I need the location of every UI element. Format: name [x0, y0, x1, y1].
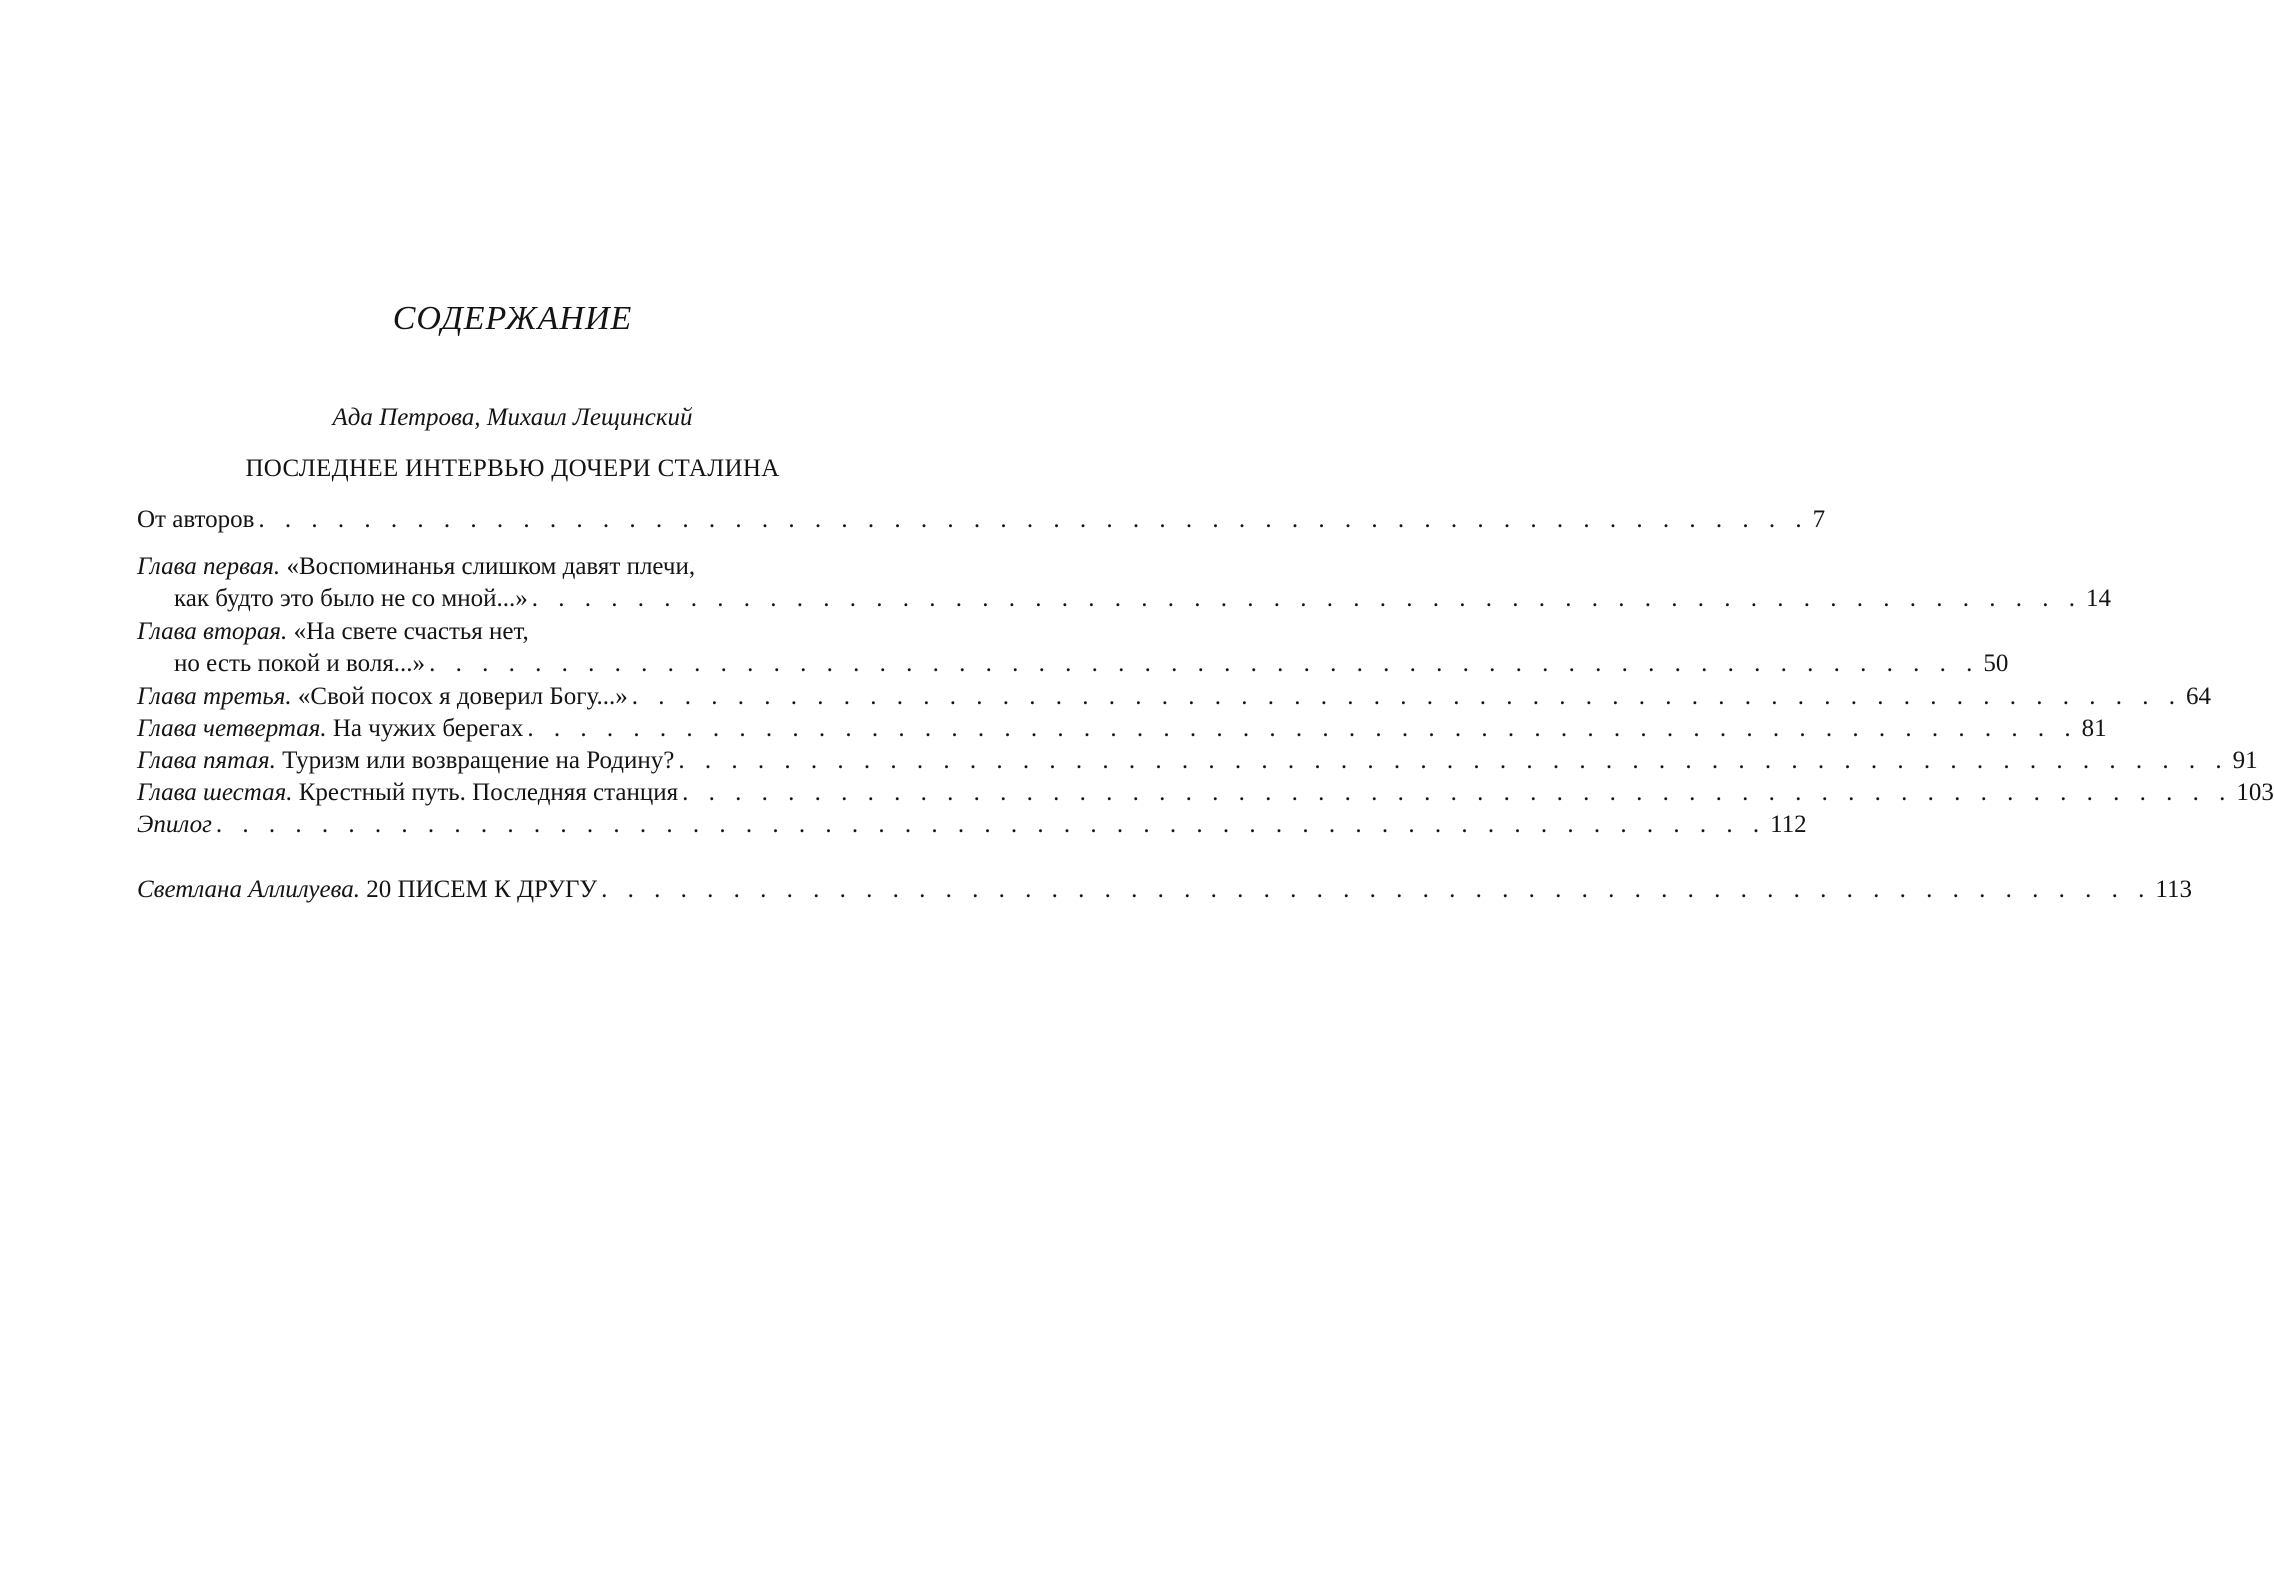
authors-line: Ада Петрова, Михаил Лещинский: [332, 404, 693, 431]
toc-page-number: 50: [1983, 650, 2009, 677]
chapter-prefix: Глава шестая.: [137, 779, 293, 806]
toc-entry-label: От авторов: [137, 506, 255, 533]
dot-leader: . . . . . . . . . . . . . . . . . . . . . . . . . . . . . . . . . . . . . . . . . . . . . . . . . . . . . . . . . . .: [258, 506, 1809, 533]
chapter-prefix: Глава первая.: [137, 553, 281, 580]
chapter-title: На чужих берегах: [332, 715, 524, 742]
toc-entry-chapter-6: [137, 777, 2274, 809]
dot-leader: . . . . . . . . . . . . . . . . . . . . . . . . . . . . . . . . . . . . . . . . . . . . . . . . . . . . . . . . . . .: [531, 585, 2082, 612]
toc-page-number: 64: [2186, 683, 2212, 710]
dot-leader: . . . . . . . . . . . . . . . . . . . . . . . . . . . . . . . . . . . . . . . . . . . . . . . . . . . . . . . . . . .: [215, 811, 1767, 838]
chapter-title: «Свой посох я доверил Богу...»: [297, 683, 628, 710]
toc-entry-from-authors: [137, 504, 1826, 536]
chapter-title-line-2: как будто это было не со мной...»: [174, 585, 528, 612]
dot-leader: . . . . . . . . . . . . . . . . . . . . . . . . . . . . . . . . . . . . . . . . . . . . . . . . . . . . . . . . . . .: [601, 876, 2152, 903]
chapter-prefix: Глава пятая.: [137, 747, 276, 774]
toc-entry-letters: [137, 874, 2192, 906]
dot-leader: . . . . . . . . . . . . . . . . . . . . . . . . . . . . . . . . . . . . . . . . . . . . . . . . . . . . . . . . . . .: [429, 650, 1980, 677]
chapter-title-line-1: «На свете счастья нет,: [293, 618, 529, 645]
dot-leader: . . . . . . . . . . . . . . . . . . . . . . . . . . . . . . . . . . . . . . . . . . . . . . . . . . . . . . . . . . .: [631, 683, 2183, 710]
book-title: ПОСЛЕДНЕЕ ИНТЕРВЬЮ ДОЧЕРИ СТАЛИНА: [245, 455, 780, 482]
dot-leader: . . . . . . . . . . . . . . . . . . . . . . . . . . . . . . . . . . . . . . . . . . . . . . . . . . . . . . . . . . .: [527, 715, 2078, 742]
toc-entry-chapter-2: [137, 616, 2009, 680]
toc-entry-epilogue: [137, 809, 1807, 841]
toc-page-number: 7: [1812, 506, 1826, 533]
toc-entry-chapter-4: [137, 713, 2107, 745]
toc-page-number: 14: [2086, 585, 2111, 612]
toc-page-number: 112: [1770, 811, 1807, 838]
letters-author: Светлана Аллилуева.: [137, 876, 360, 903]
chapter-title: Крестный путь. Последняя станция: [298, 779, 679, 806]
toc-page-number: 81: [2081, 715, 2107, 742]
chapter-prefix: Глава третья.: [137, 683, 292, 710]
toc-page-number: 91: [2232, 747, 2258, 774]
dot-leader: . . . . . . . . . . . . . . . . . . . . . . . . . . . . . . . . . . . . . . . . . . . . . . . . . . . . . . . . . . .: [682, 779, 2233, 806]
toc-entry-chapter-1: [137, 551, 2111, 615]
contents-heading: СОДЕРЖАНИЕ: [392, 300, 633, 337]
chapter-prefix: Глава четвертая.: [137, 715, 327, 742]
toc-entry-chapter-5: [137, 745, 2258, 777]
chapter-title-line-1: «Воспоминанья слишком давят плечи,: [286, 553, 696, 580]
chapter-prefix: Глава вторая.: [137, 618, 288, 645]
letters-title: 20 ПИСЕМ К ДРУГУ: [366, 876, 598, 903]
toc-page-number: 103: [2236, 779, 2274, 806]
toc-page-number: 113: [2155, 876, 2192, 903]
chapter-title: Туризм или возвращение на Родину?: [282, 747, 675, 774]
chapter-title-line-2: но есть покой и воля...»: [174, 650, 426, 677]
epilogue-label: Эпилог: [137, 811, 212, 838]
dot-leader: . . . . . . . . . . . . . . . . . . . . . . . . . . . . . . . . . . . . . . . . . . . . . . . . . . . . . . . . . . .: [678, 747, 2229, 774]
toc-entry-chapter-3: [137, 681, 2212, 713]
